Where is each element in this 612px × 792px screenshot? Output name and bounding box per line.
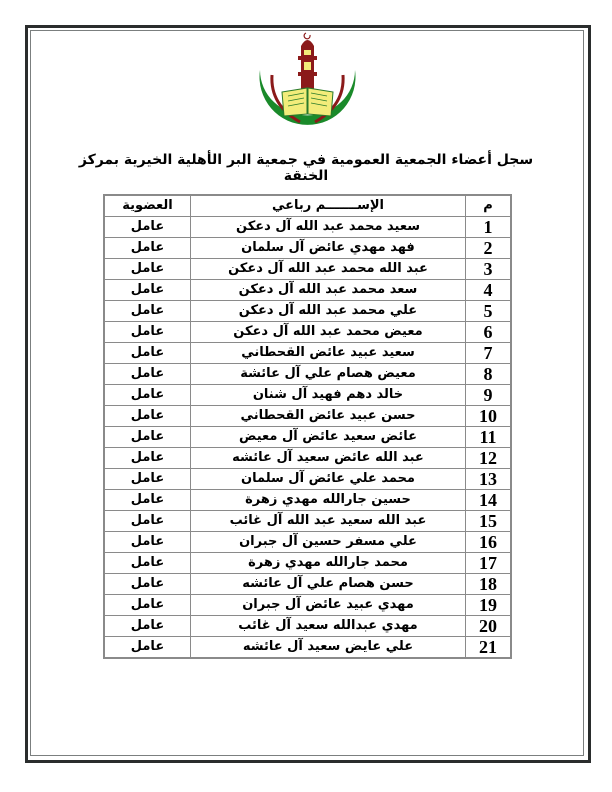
membership-type: عامل: [104, 280, 191, 301]
membership-type: عامل: [104, 574, 191, 595]
member-name: علي محمد عبد الله آل دعكن: [191, 301, 466, 322]
table-row: [104, 259, 511, 280]
member-name: عبد الله عائض سعيد آل عائشه: [191, 448, 466, 469]
member-name: عبد الله سعيد عبد الله آل غائب: [191, 511, 466, 532]
row-number: 4: [466, 280, 512, 301]
logo-icon: [240, 30, 375, 142]
membership-type: عامل: [104, 406, 191, 427]
member-name: معيض محمد عبد الله آل دعكن: [191, 322, 466, 343]
table-row: [104, 238, 511, 259]
table-row: [104, 343, 511, 364]
table-row: [104, 616, 511, 637]
membership-type: عامل: [104, 469, 191, 490]
membership-type: عامل: [104, 616, 191, 637]
table-row: [104, 532, 511, 553]
membership-type: عامل: [104, 553, 191, 574]
row-number: 14: [466, 490, 512, 511]
member-name: سعيد محمد عبد الله آل دعكن: [191, 217, 466, 238]
row-number: 21: [466, 637, 512, 659]
row-number: 7: [466, 343, 512, 364]
member-name: خالد دهم فهيد آل شنان: [191, 385, 466, 406]
header-name: الإســـــــم رباعي: [191, 195, 466, 217]
membership-type: عامل: [104, 427, 191, 448]
table-row: [104, 406, 511, 427]
table-row: [104, 322, 511, 343]
row-number: 8: [466, 364, 512, 385]
header-membership: العضوية: [104, 195, 191, 217]
table-row: [104, 280, 511, 301]
row-number: 12: [466, 448, 512, 469]
member-name: محمد علي عائض آل سلمان: [191, 469, 466, 490]
row-number: 6: [466, 322, 512, 343]
membership-type: عامل: [104, 301, 191, 322]
book-left-page: [282, 88, 307, 116]
table-row: [104, 553, 511, 574]
row-number: 15: [466, 511, 512, 532]
table-row: [104, 490, 511, 511]
table-row: [104, 595, 511, 616]
member-name: فهد مهدي عائض آل سلمان: [191, 238, 466, 259]
table-row: [104, 637, 511, 659]
row-number: 10: [466, 406, 512, 427]
crescent-finial-icon: [304, 33, 310, 39]
table-row: [104, 364, 511, 385]
membership-type: عامل: [104, 343, 191, 364]
row-number: 2: [466, 238, 512, 259]
member-name: معيض هصام علي آل عائشة: [191, 364, 466, 385]
row-number: 18: [466, 574, 512, 595]
membership-type: عامل: [104, 448, 191, 469]
membership-type: عامل: [104, 595, 191, 616]
row-number: 19: [466, 595, 512, 616]
member-name: حسن هصام علي آل عائشه: [191, 574, 466, 595]
table-row: [104, 301, 511, 322]
document-title: سجل أعضاء الجمعية العمومية في جمعية البر الأهلية الخيرية بمركز الخنقة: [78, 152, 534, 184]
membership-type: عامل: [104, 364, 191, 385]
membership-type: عامل: [104, 385, 191, 406]
book-right-page: [308, 88, 333, 116]
member-name: مهدي عبيد عائض آل جبران: [191, 595, 466, 616]
table-row: [104, 217, 511, 238]
header-number: م: [466, 195, 512, 217]
member-name: محمد جارالله مهدي زهرة: [191, 553, 466, 574]
table-row: [104, 448, 511, 469]
table-body: [104, 217, 511, 659]
charity-association-logo: [240, 30, 375, 142]
table-row: [104, 385, 511, 406]
members-table: [103, 194, 512, 659]
membership-type: عامل: [104, 238, 191, 259]
row-number: 11: [466, 427, 512, 448]
member-name: مهدي عبدالله سعيد آل غائب: [191, 616, 466, 637]
member-name: علي عايض سعيد آل عائشه: [191, 637, 466, 659]
table-row: [104, 574, 511, 595]
membership-type: عامل: [104, 217, 191, 238]
membership-type: عامل: [104, 532, 191, 553]
membership-type: عامل: [104, 511, 191, 532]
row-number: 17: [466, 553, 512, 574]
table-row: [104, 511, 511, 532]
row-number: 9: [466, 385, 512, 406]
membership-type: عامل: [104, 490, 191, 511]
membership-type: عامل: [104, 322, 191, 343]
member-name: عبد الله محمد عبد الله آل دعكن: [191, 259, 466, 280]
member-name: حسين جارالله مهدي زهرة: [191, 490, 466, 511]
membership-type: عامل: [104, 259, 191, 280]
table-row: [104, 427, 511, 448]
member-name: عائض سعيد عائض آل معيض: [191, 427, 466, 448]
row-number: 16: [466, 532, 512, 553]
member-name: علي مسفر حسين آل جبران: [191, 532, 466, 553]
row-number: 1: [466, 217, 512, 238]
table-row: [104, 469, 511, 490]
row-number: 5: [466, 301, 512, 322]
member-name: سعيد عبيد عائض القحطاني: [191, 343, 466, 364]
member-name: سعد محمد عبد الله آل دعكن: [191, 280, 466, 301]
membership-type: عامل: [104, 637, 191, 659]
row-number: 20: [466, 616, 512, 637]
row-number: 13: [466, 469, 512, 490]
table-header-row: [104, 195, 511, 217]
row-number: 3: [466, 259, 512, 280]
member-name: حسن عبيد عائض القحطاني: [191, 406, 466, 427]
